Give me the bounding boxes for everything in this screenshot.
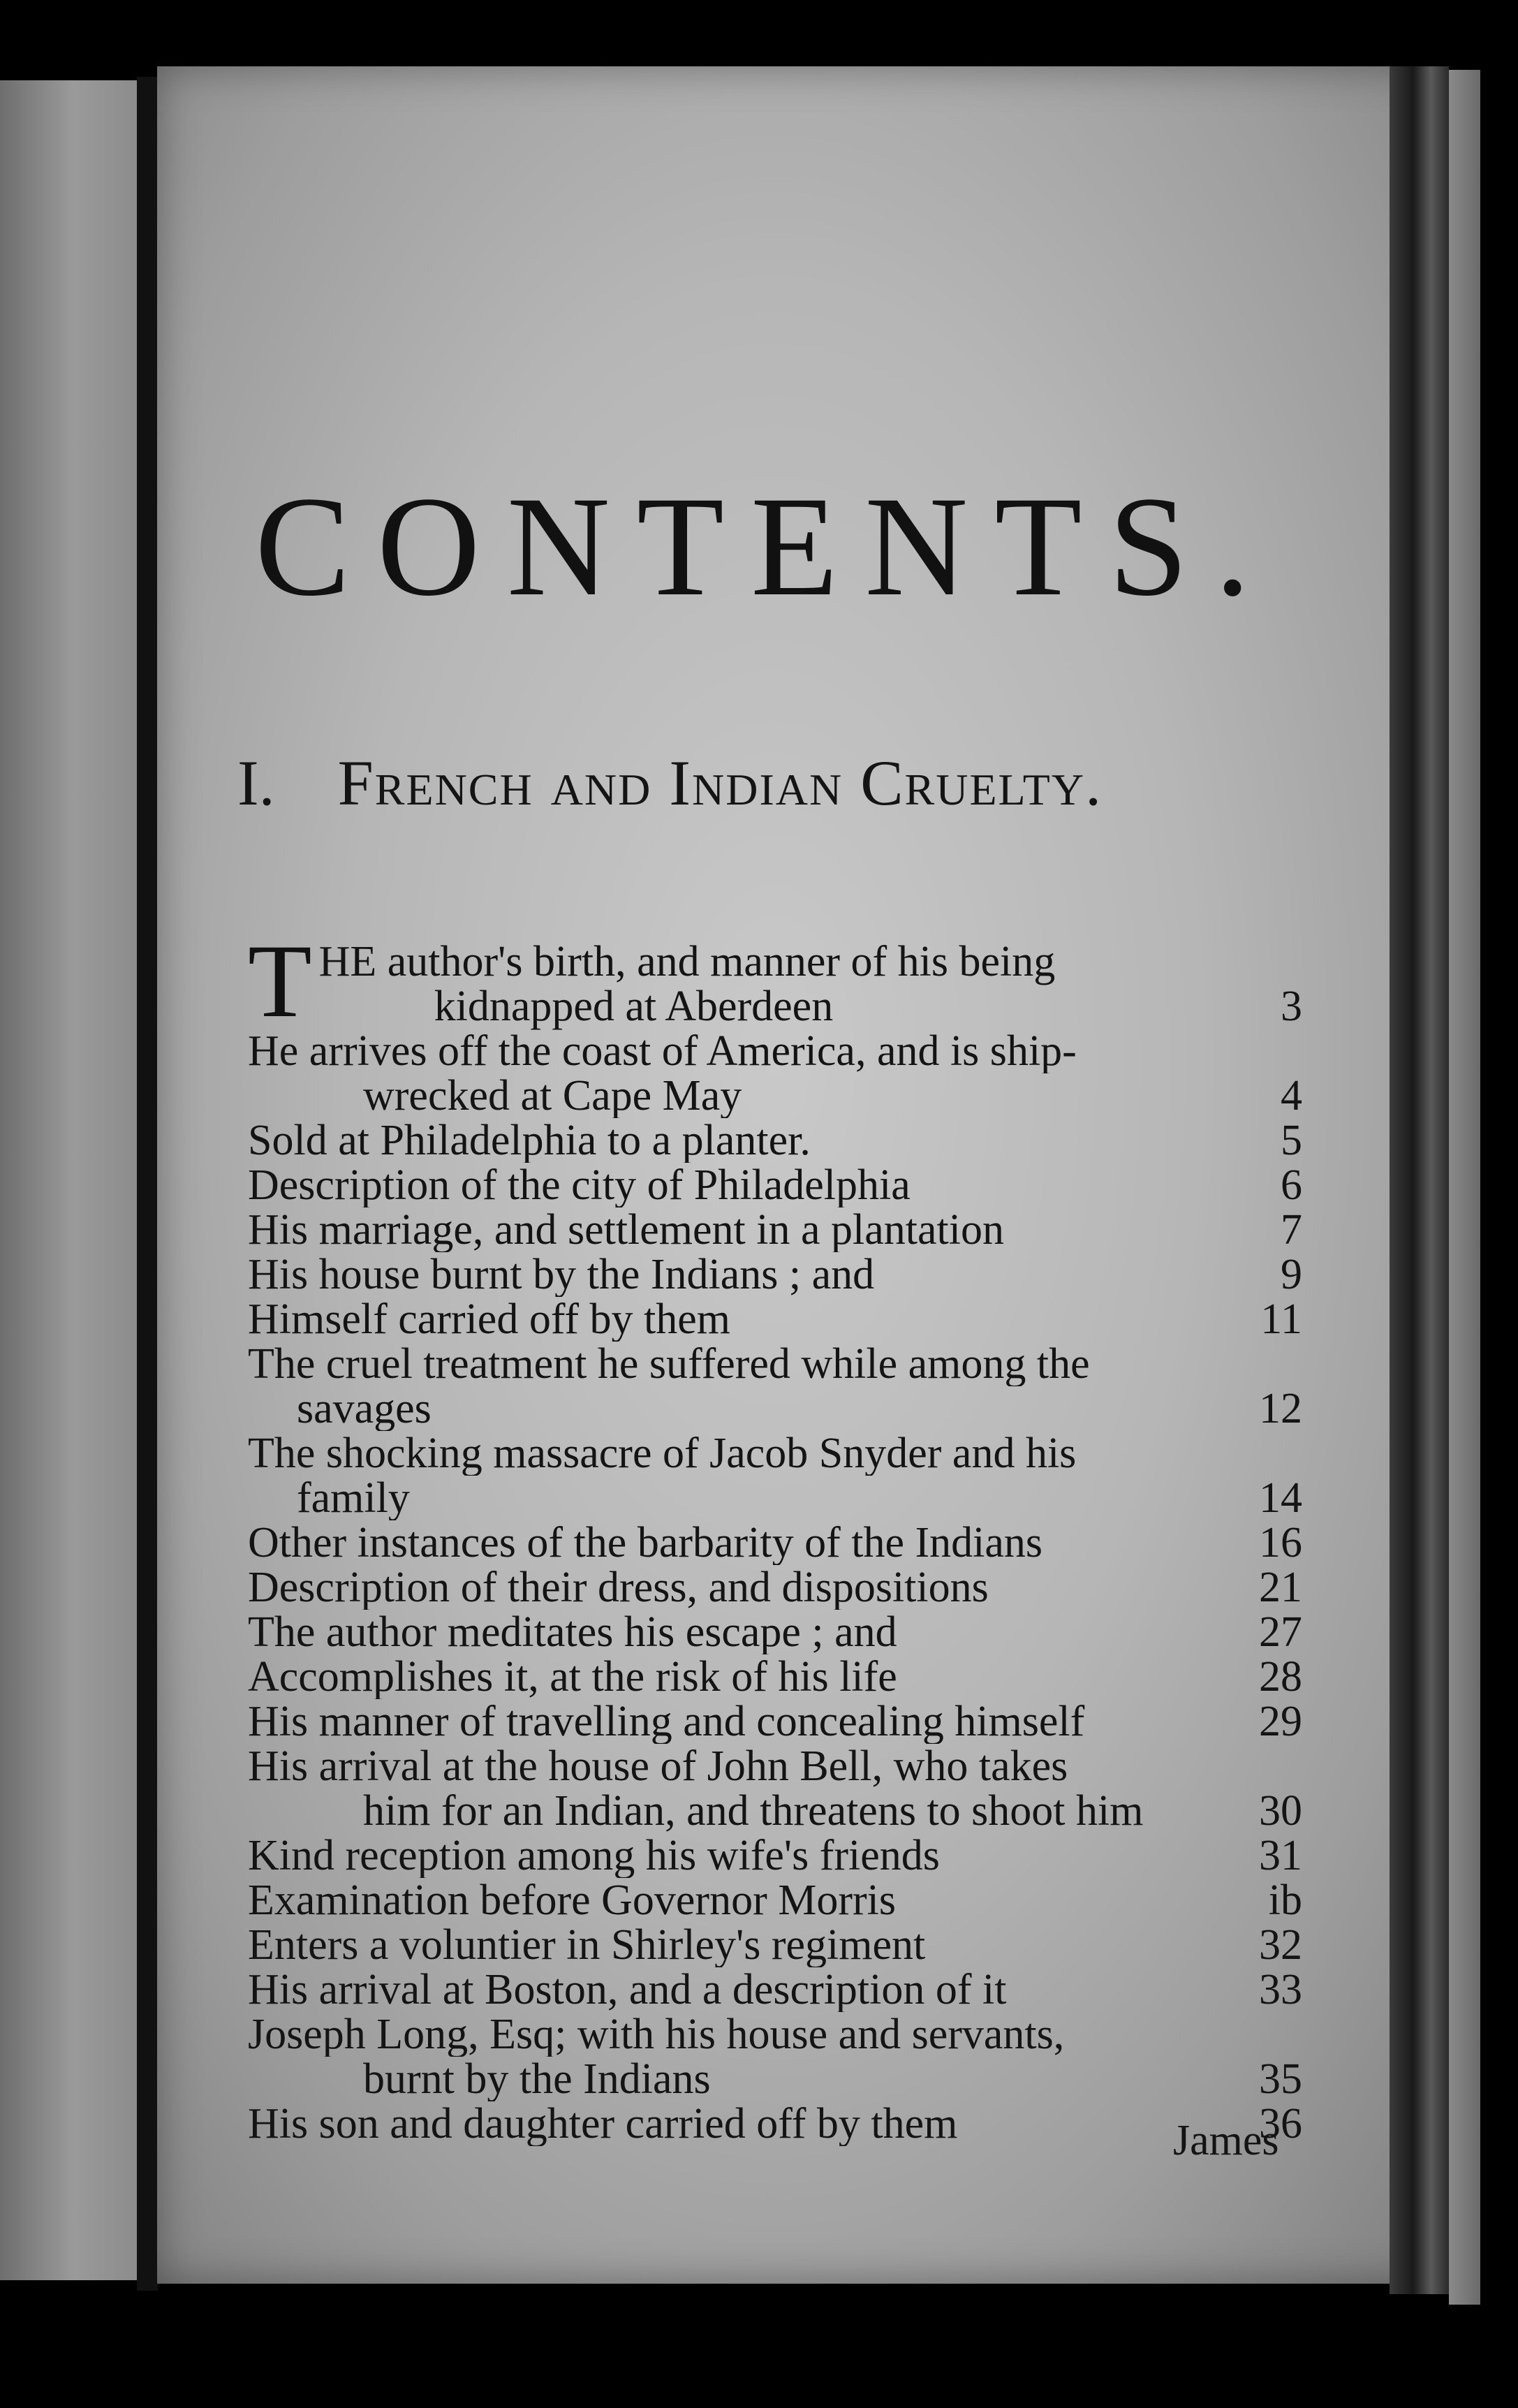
toc-page-number: 36 bbox=[1259, 2100, 1302, 2148]
toc-entry bbox=[248, 1565, 1302, 1610]
book-gutter bbox=[137, 77, 158, 2291]
toc-entry-text: burnt by the Indians bbox=[363, 2057, 711, 2101]
catchword: James bbox=[1173, 2117, 1279, 2164]
toc-entry bbox=[248, 1520, 1302, 1565]
toc-page-number: 35 bbox=[1259, 2055, 1302, 2103]
toc-page-number: 4 bbox=[1281, 1072, 1302, 1119]
toc-page-number: 7 bbox=[1281, 1206, 1302, 1254]
toc-entry bbox=[248, 1789, 1302, 1833]
toc-entry-text: Himself carried off by them bbox=[248, 1297, 730, 1342]
toc-entry bbox=[248, 1073, 1302, 1118]
toc-entry-text: Accomplishes it, at the risk of his life bbox=[248, 1654, 897, 1699]
toc-entry bbox=[248, 1878, 1302, 1923]
toc-entry-text: family bbox=[297, 1476, 410, 1520]
toc-entry bbox=[248, 923, 1302, 1039]
toc-entry-text: Enters a voluntier in Shirley's regiment bbox=[248, 1923, 926, 1967]
toc-page-number: 33 bbox=[1259, 1966, 1302, 2013]
toc-entry-text: savages bbox=[297, 1386, 432, 1431]
toc-entry bbox=[248, 1967, 1302, 2012]
toc-page-number: 3 bbox=[1281, 983, 1302, 1030]
toc-page-number: 16 bbox=[1259, 1519, 1302, 1566]
toc-page-number: 27 bbox=[1259, 1608, 1302, 1656]
toc-page-number: 31 bbox=[1259, 1832, 1302, 1879]
toc-entry-text: Other instances of the barbarity of the Indians bbox=[248, 1520, 1043, 1565]
toc-entry-text: Description of the city of Philadelphia bbox=[248, 1163, 911, 1207]
toc-entry bbox=[248, 1654, 1302, 1699]
toc-entry-text: His arrival at the house of John Bell, who takes bbox=[248, 1744, 1068, 1789]
toc-entry-text: Joseph Long, Esq; with his house and servants, bbox=[248, 2012, 1065, 2057]
toc-page-number: 12 bbox=[1259, 1385, 1302, 1432]
toc-entry bbox=[248, 1386, 1302, 1431]
toc-entry-text: Sold at Philadelphia to a planter. bbox=[248, 1118, 811, 1163]
toc-entry bbox=[248, 1431, 1302, 1476]
toc-page-number: ib bbox=[1268, 1877, 1302, 1924]
toc-entry bbox=[248, 1252, 1302, 1297]
toc-entry-text: He arrives off the coast of America, and is ship- bbox=[248, 1029, 1077, 1073]
page-edge bbox=[1390, 66, 1449, 2294]
toc-entry-text: HE author's birth, and manner of his being bbox=[318, 938, 1056, 985]
toc-entry bbox=[248, 1610, 1302, 1654]
toc-page-number: 5 bbox=[1281, 1117, 1302, 1164]
toc-entry-line bbox=[319, 984, 1302, 1029]
toc-entry-text: Description of their dress, and dispositions bbox=[248, 1565, 989, 1610]
toc-page-number: 29 bbox=[1259, 1698, 1302, 1745]
page-edge-outer bbox=[1449, 70, 1480, 2305]
toc-entry bbox=[248, 1476, 1302, 1520]
page-title: CONTENTS. bbox=[255, 467, 1277, 626]
toc-entry bbox=[248, 1342, 1302, 1386]
toc-entry bbox=[248, 1297, 1302, 1342]
toc-entry bbox=[248, 1207, 1302, 1252]
toc-entry-text: Examination before Governor Morris bbox=[248, 1878, 897, 1923]
toc-entry bbox=[248, 1163, 1302, 1207]
toc-entry bbox=[248, 1833, 1302, 1878]
toc-entry-text: His house burnt by the Indians ; and bbox=[248, 1252, 875, 1297]
toc-entry-text: him for an Indian, and threatens to shoot him bbox=[363, 1789, 1144, 1833]
toc-page-number: 32 bbox=[1259, 1921, 1302, 1969]
toc-entries bbox=[248, 1029, 1302, 2146]
toc-entry bbox=[248, 2012, 1302, 2057]
toc-page-number: 21 bbox=[1259, 1564, 1302, 1611]
table-of-contents bbox=[248, 923, 1302, 2148]
toc-entry-text: His son and daughter carried off by them bbox=[248, 2101, 958, 2146]
toc-entry-text: kidnapped at Aberdeen bbox=[434, 983, 834, 1030]
toc-entry bbox=[248, 1744, 1302, 1789]
toc-entry-text: The author meditates his escape ; and bbox=[248, 1610, 897, 1654]
toc-entry-text: The cruel treatment he suffered while among the bbox=[248, 1342, 1090, 1386]
toc-page-number: 14 bbox=[1259, 1474, 1302, 1522]
toc-entry bbox=[248, 1029, 1302, 1073]
toc-entry-text: The shocking massacre of Jacob Snyder and his bbox=[248, 1431, 1077, 1476]
toc-entry bbox=[248, 1699, 1302, 1744]
section-title: French and Indian Cruelty. bbox=[337, 747, 1103, 818]
toc-entry bbox=[248, 1118, 1302, 1163]
drop-cap: T bbox=[248, 923, 312, 1039]
section-number: I. bbox=[237, 747, 275, 818]
toc-entry-text: Kind reception among his wife's friends bbox=[248, 1833, 940, 1878]
toc-page-number: 6 bbox=[1281, 1161, 1302, 1209]
toc-page-number: 28 bbox=[1259, 1653, 1302, 1701]
toc-entry bbox=[248, 1923, 1302, 1967]
toc-entry bbox=[248, 2057, 1302, 2101]
toc-entry-text: wrecked at Cape May bbox=[363, 1073, 742, 1118]
toc-entry-text: His manner of travelling and concealing himself bbox=[248, 1699, 1085, 1744]
toc-page-number: 30 bbox=[1259, 1787, 1302, 1835]
toc-entry-text: His marriage, and settlement in a plantation bbox=[248, 1207, 1004, 1252]
toc-page-number: 11 bbox=[1260, 1295, 1302, 1343]
toc-entry-text: His arrival at Boston, and a description of it bbox=[248, 1967, 1007, 2012]
toc-entry bbox=[248, 2101, 1302, 2146]
toc-page-number: 9 bbox=[1281, 1251, 1302, 1298]
section-heading bbox=[237, 747, 1103, 818]
